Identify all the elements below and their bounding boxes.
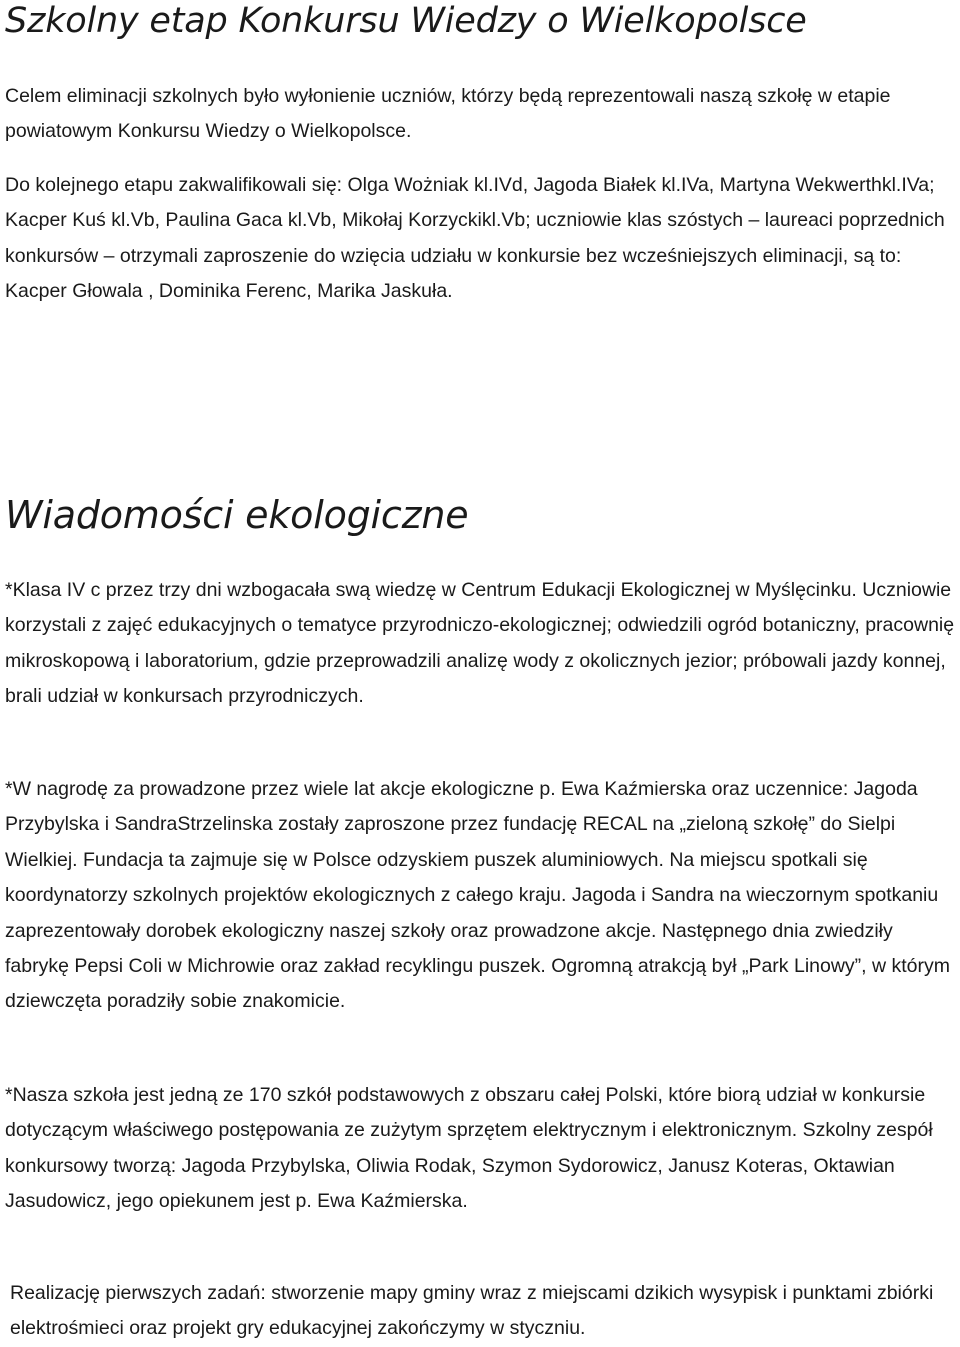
paragraph-contest-purpose: Celem eliminacji szkolnych było wyłonienie uczniów, którzy będą reprezentowali naszą szkołę w etapie powiatowym Konkursu Wiedzy o Wielkopolsce. [5,85,891,143]
paragraph-qualified-students: Do kolejnego etapu zakwalifikowali się: Olga Wożniak kl.IVd, Jagoda Białek kl.IVa, Martyna Wekwerthkl.IVa; Kacper Kuś kl.Vb, Paulina Gaca kl.Vb, Mikołaj Korzyckikl.Vb; uczniowie klas szóstych – laureaci poprzednich konkursów – otrzymali zaproszenie do wzięcia udziału w konkursie bez wcześniejszych eliminacji, są to: Kacper Głowala , Dominika Ferenc, Marika Jaskuła. [5,174,945,303]
paragraph-eco-center-trip: *Klasa IV c przez trzy dni wzbogacała swą wiedzę w Centrum Edukacji Ekologicznej w Myślęcinku. Uczniowie korzystali z zajęć edukacyjnych o tematyce przyrodniczo-ekologicznej; odwiedzili ogród botaniczny, pracownię mikroskopową i laboratorium, gdzie przeprowadzili analizę wody z okolicznych jezior; próbowali jazdy konnej, brali udział w konkursach przyrodniczych. [5,579,955,708]
section-heading-eco-news: Wiadomości ekologiczne [5,493,469,537]
paragraph-electro-waste-contest: *Nasza szkoła jest jedną ze 170 szkół podstawowych z obszaru całej Polski, które biorą udział w konkursie dotyczącym właściwego postępowania ze zużytym sprzętem elektrycznym i elektronicznym. Szkolny zespół konkursowy tworzą: Jagoda Przybylska, Oliwia Rodak, Szymon Sydorowicz, Janusz Koteras, Oktawian Jasudowicz, jego opiekunem jest p. Ewa Kaźmierska. [5,1084,933,1213]
paragraph-recal-award: *W nagrodę za prowadzone przez wiele lat akcje ekologiczne p. Ewa Kaźmierska oraz uczennice: Jagoda Przybylska i SandraStrzelinska zostały zaproszone przez fundację RECAL na „zieloną szkołę” do Sielpi Wielkiej. Fundacja ta zajmuje się w Polsce odzyskiem puszek aluminiowych. Na miejscu spotkali się koordynatorzy szkolnych projektów ekologicznych z całego kraju. Jagoda i Sandra na wieczornym spotkaniu zaprezentowały dorobek ekologiczny naszej szkoły oraz prowadzone akcje. Następnego dnia zwiedziły fabrykę Pepsi Coli w Michrowie oraz zakład recyklingu puszek. Ogromną atrakcją był „Park Linowy”, w którym dziewczęta poradziły sobie znakomicie. [5,778,950,1013]
paragraph-first-tasks: Realizację pierwszych zadań: stworzenie mapy gminy wraz z miejscami dzikich wysypisk i punktami zbiórki elektrośmieci oraz projekt gry edukacyjnej zakończymy w styczniu. [10,1282,934,1340]
section-heading-knowledge-contest: Szkolny etap Konkursu Wiedzy o Wielkopolsce [5,1,807,41]
